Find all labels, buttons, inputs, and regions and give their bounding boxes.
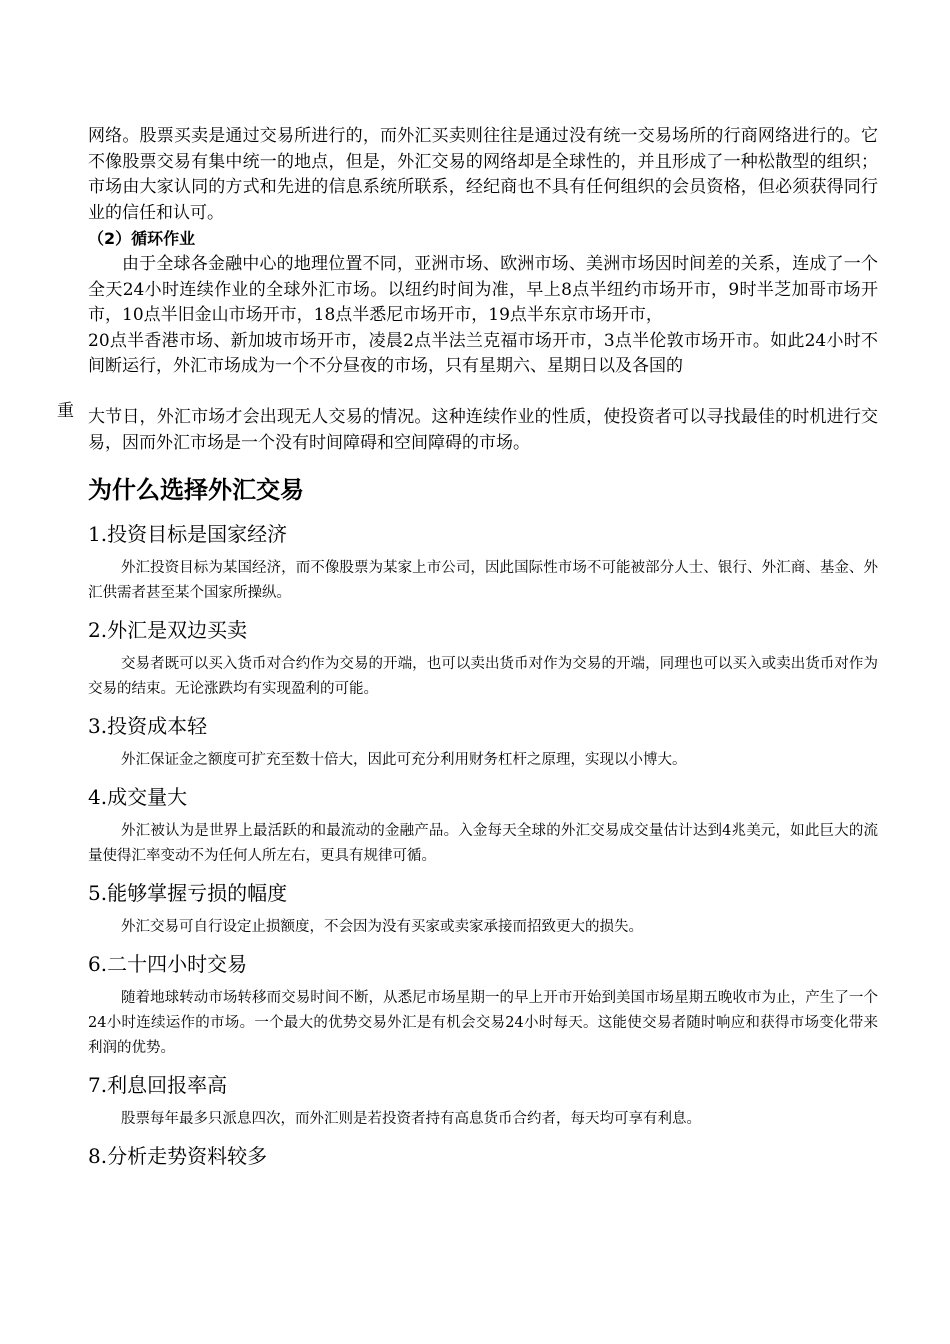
reason-item <box>88 783 878 869</box>
reason-body: 外汇保证金之额度可扩充至数十倍大，因此可充分利用财务杠杆之原理，实现以小博大。 <box>121 752 687 768</box>
reason-heading: 8.分析走势资料较多 <box>88 1144 268 1168</box>
reason-heading: 4.成交量大 <box>88 785 188 809</box>
reason-item <box>88 520 878 606</box>
reason-item <box>88 712 878 773</box>
document-content <box>88 124 878 1178</box>
reason-item <box>88 1142 878 1170</box>
reason-heading: 6.二十四小时交易 <box>88 952 248 976</box>
reason-heading: 5.能够掌握亏损的幅度 <box>88 881 288 905</box>
reason-heading: 2.外汇是双边买卖 <box>88 618 248 642</box>
intro-paragraph-2: 由于全球各金融中心的地理位置不同，亚洲市场、欧洲市场、美洲市场因时间差的关系，连成了一个全天24小时连续作业的全球外汇市场。以纽约时间为准，早上8点半纽约市场开市，9时半芝加哥市场开市，10点半旧金山市场开市，18点半悉尼市场开市，19点半东京市场开市， <box>88 254 878 325</box>
reason-body: 外汇交易可自行设定止损额度，不会因为没有买家或卖家承接而招致更大的损失。 <box>121 919 643 935</box>
reason-item <box>88 879 878 940</box>
reason-body: 外汇被认为是世界上最活跃的和最流动的金融产品。入金每天全球的外汇交易成交量估计达到4兆美元，如此巨大的流量使得汇率变动不为任何人所左右，更具有规律可循。 <box>88 823 878 864</box>
reason-item <box>88 950 878 1061</box>
reason-body: 随着地球转动市场转移而交易时间不断，从悉尼市场星期一的早上开市开始到美国市场星期五晚收市为止，产生了一个24小时连续运作的市场。一个最大的优势交易外汇是有机会交易24小时每天。这能使交易者随时响应和获得市场变化带来利润的优势。 <box>88 990 878 1056</box>
subheading-circular-operation: （2）循环作业 <box>88 229 196 248</box>
reason-body: 股票每年最多只派息四次，而外汇则是若投资者持有高息货币合约者，每天均可享有利息。 <box>121 1111 701 1127</box>
reason-body: 外汇投资目标为某国经济，而不像股票为某家上市公司，因此国际性市场不可能被部分人士、银行、外汇商、基金、外汇供需者甚至某个国家所操纵。 <box>88 560 878 601</box>
reason-item <box>88 616 878 702</box>
reason-heading: 3.投资成本轻 <box>88 714 208 738</box>
section-title: 为什么选择外汇交易 <box>88 476 304 504</box>
intro-paragraph-4: 大节日，外汇市场才会出现无人交易的情况。这种连续作业的性质，使投资者可以寻找最佳的时机进行交易，因而外汇市场是一个没有时间障碍和空间障碍的市场。 <box>88 407 878 453</box>
stray-margin-character: 重 <box>57 401 74 421</box>
reason-heading: 7.利息回报率高 <box>88 1073 228 1097</box>
intro-paragraph-3: 20点半香港市场、新加坡市场开市，凌晨2点半法兰克福市场开市，3点半伦敦市场开市。如此24小时不间断运行，外汇市场成为一个不分昼夜的市场，只有星期六、星期日以及各国的 <box>88 330 878 376</box>
intro-paragraph-1: 网络。股票买卖是通过交易所进行的，而外汇买卖则往往是通过没有统一交易场所的行商网络进行的。它不像股票交易有集中统一的地点，但是，外汇交易的网络却是全球性的，并且形成了一种松散型的组织；市场由大家认同的方式和先进的信息系统所联系，经纪商也不具有任何组织的会员资格，但必须获得同行业的信任和认可。 <box>88 126 878 223</box>
reason-body: 交易者既可以买入货币对合约作为交易的开端，也可以卖出货币对作为交易的开端，同理也可以买入或卖出货币对作为交易的结束。无论涨跌均有实现盈利的可能。 <box>88 656 878 697</box>
reason-heading: 1.投资目标是国家经济 <box>88 522 288 546</box>
reason-item <box>88 1071 878 1132</box>
